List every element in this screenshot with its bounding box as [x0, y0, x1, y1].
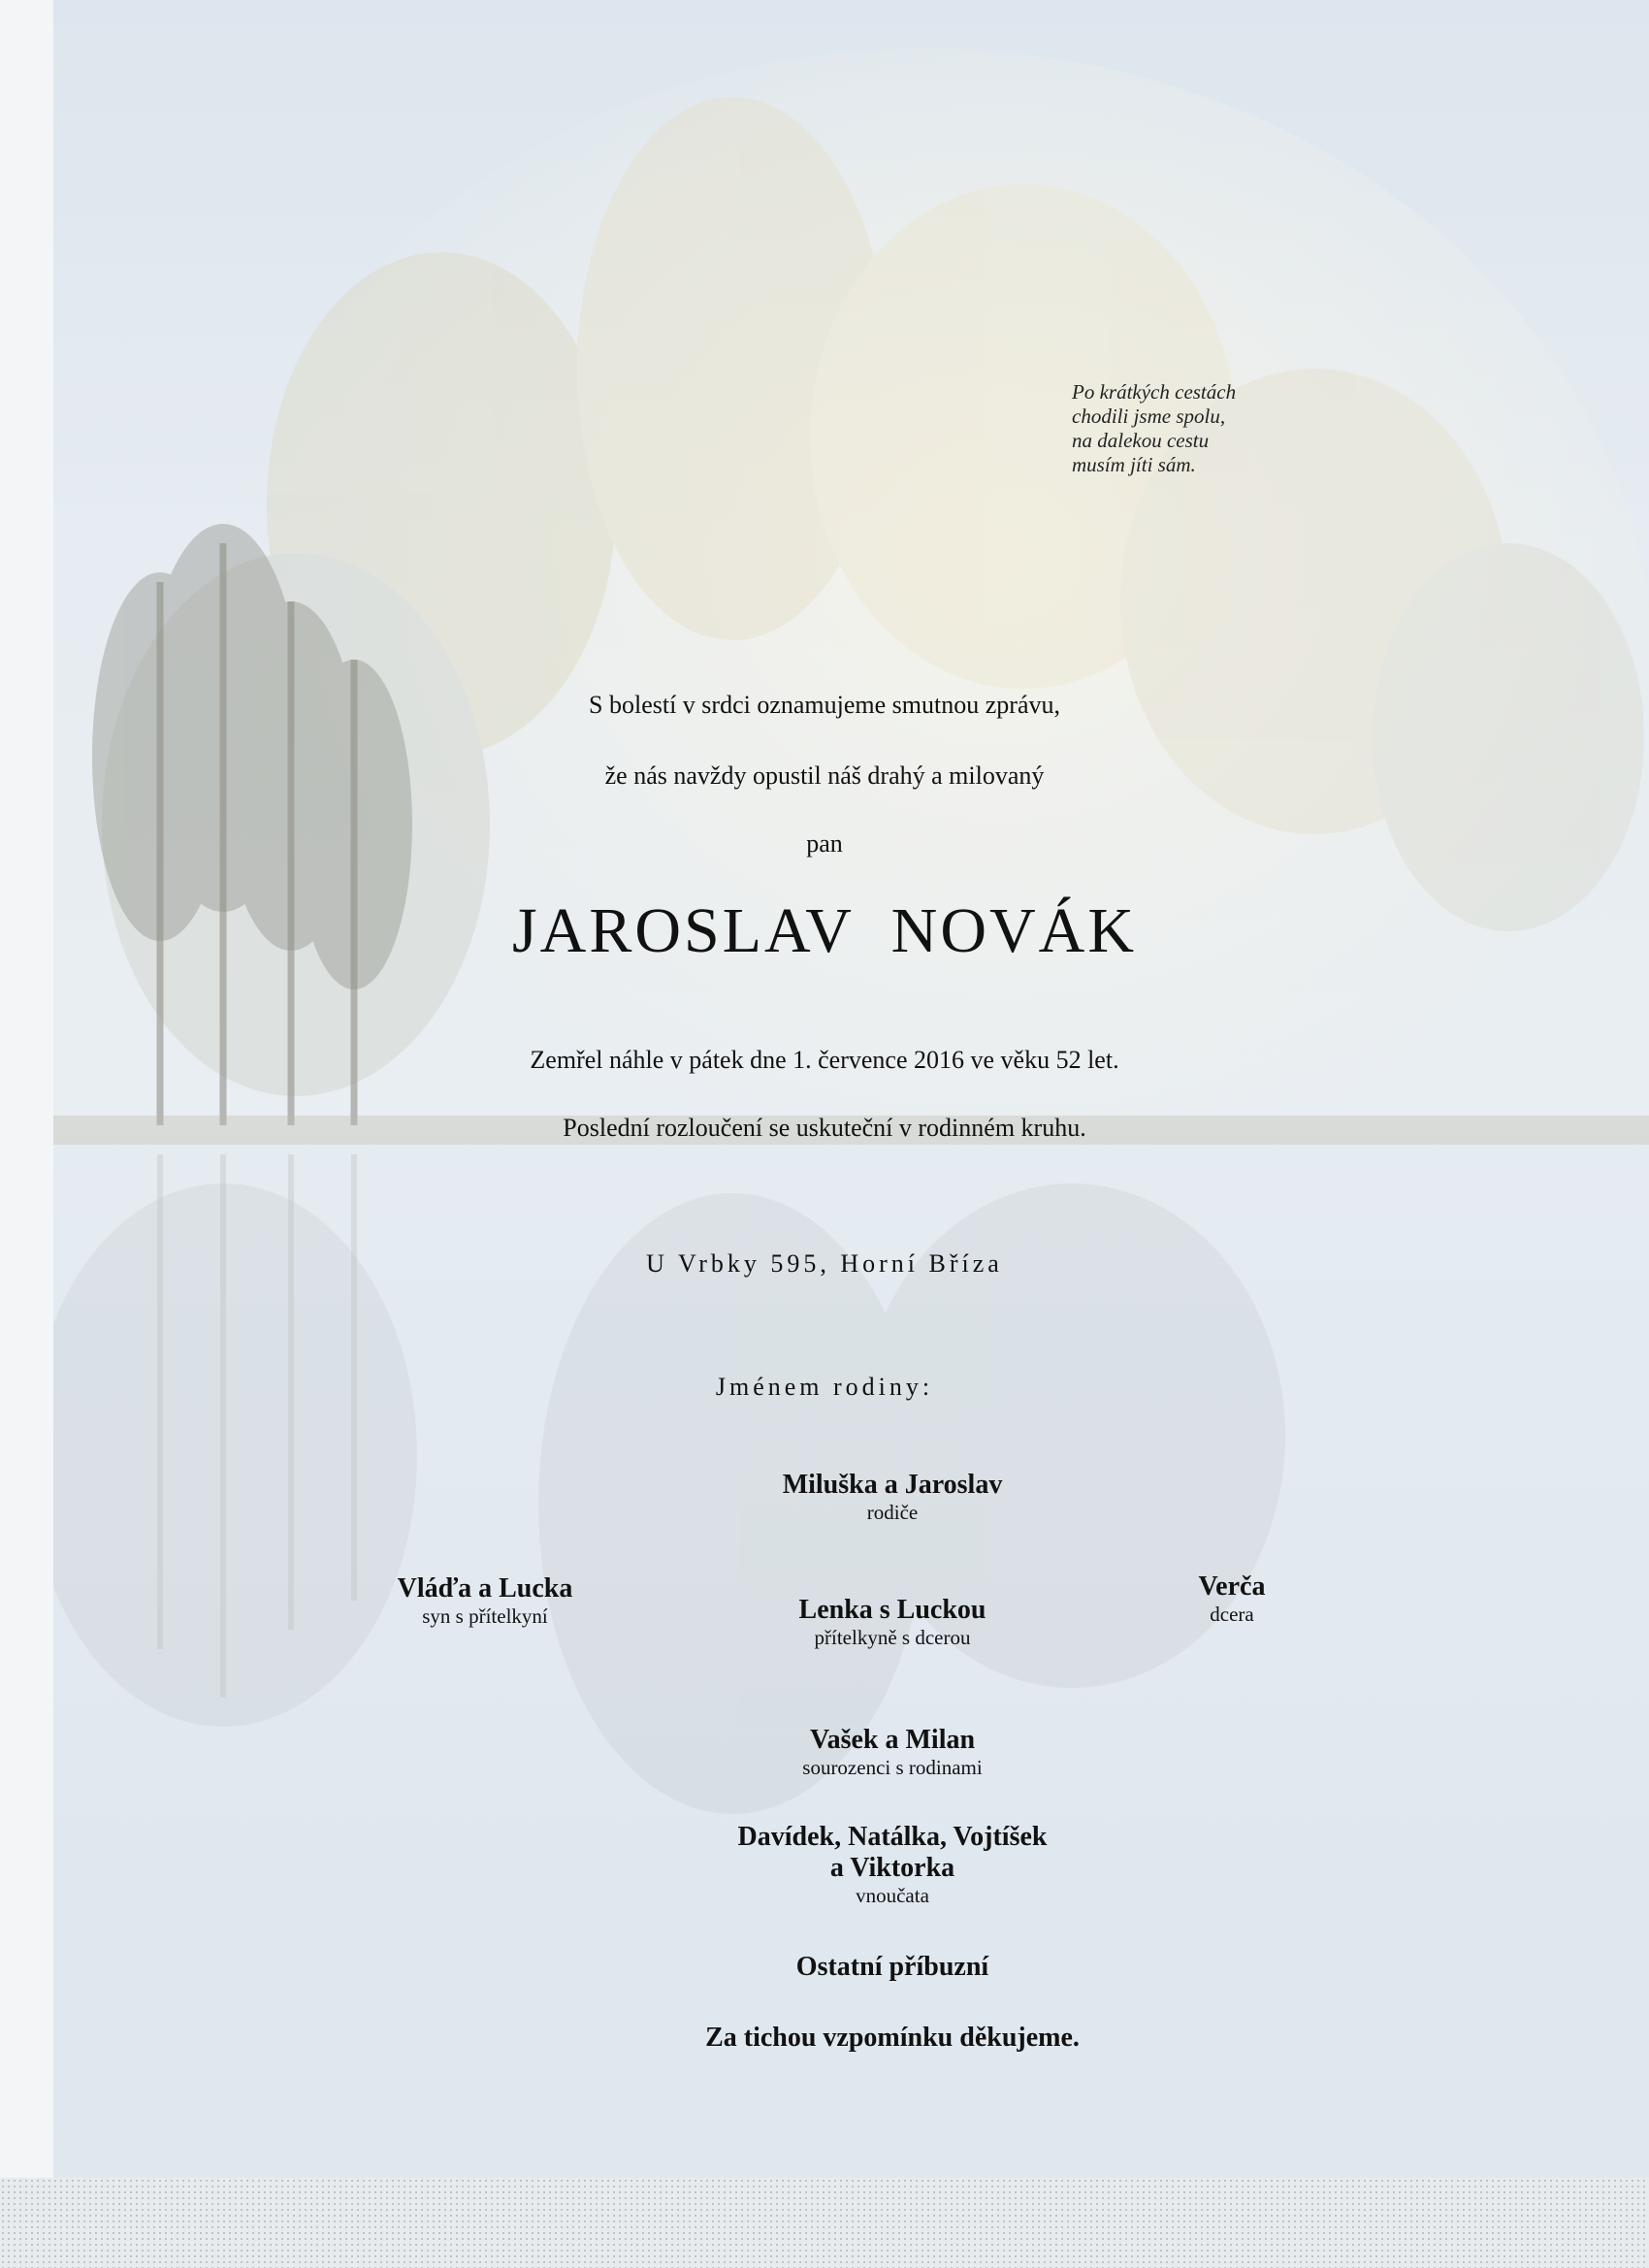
- announcement-line-1: S bolestí v srdci oznamujeme smutnou zprávu,: [589, 691, 1060, 719]
- family-intro: Jménem rodiny:: [715, 1373, 934, 1401]
- family-member-name: Vláďa a Lucka: [397, 1573, 573, 1604]
- farewell-notice: Poslední rozloučení se uskuteční v rodinném kruhu.: [563, 1114, 1086, 1142]
- closing-thanks: [553, 2023, 1232, 2054]
- motto-verse: [1072, 380, 1343, 477]
- deceased-name: JAROSLAV NOVÁK: [512, 895, 1137, 966]
- scan-margin: [0, 0, 53, 2178]
- thanks-text: Za tichou vzpomínku děkujeme.: [705, 2023, 1080, 2053]
- family-member-name: Miluška a Jaroslav: [782, 1470, 1003, 1500]
- motto-line: musím jíti sám.: [1072, 453, 1196, 476]
- family-member-name: Vašek a Milan: [809, 1725, 976, 1755]
- family-member-name: a Viktorka: [829, 1853, 955, 1883]
- family-member-role: vnoučata: [856, 1884, 929, 1907]
- family-son: [291, 1573, 679, 1629]
- family-grandchildren: [601, 1822, 1183, 1908]
- death-notice: Zemřel náhle v pátek dne 1. července 2016 ve věku 52 let.: [530, 1046, 1119, 1074]
- announcement-title: pan: [806, 829, 843, 858]
- family-siblings: [679, 1725, 1106, 1780]
- family-member-name: Verča: [1198, 1571, 1266, 1602]
- motto-line: Po krátkých cestách: [1072, 380, 1237, 404]
- family-member-name: Lenka s Luckou: [798, 1595, 986, 1625]
- family-partner: [698, 1595, 1086, 1650]
- family-member-role: dcera: [1210, 1603, 1254, 1626]
- scan-bottom-texture: [0, 2178, 1649, 2268]
- address: U Vrbky 595, Horní Bříza: [646, 1249, 1003, 1278]
- family-member-name: Davídek, Natálka, Vojtíšek: [737, 1822, 1048, 1852]
- family-daughter: [1135, 1571, 1329, 1627]
- family-member-name: Ostatní příbuzní: [795, 1952, 989, 1982]
- family-member-role: rodiče: [866, 1501, 919, 1524]
- motto-line: na dalekou cestu: [1072, 429, 1210, 452]
- announcement-line-2: že nás navždy opustil náš drahý a milovaný: [604, 761, 1045, 790]
- family-parents: [679, 1470, 1106, 1525]
- family-member-role: sourozenci s rodinami: [802, 1756, 983, 1779]
- family-member-role: přítelkyně s dcerou: [814, 1626, 971, 1649]
- motto-line: chodili jsme spolu,: [1072, 405, 1226, 428]
- family-others: [601, 1952, 1183, 1983]
- family-member-role: syn s přítelkyní: [422, 1604, 548, 1628]
